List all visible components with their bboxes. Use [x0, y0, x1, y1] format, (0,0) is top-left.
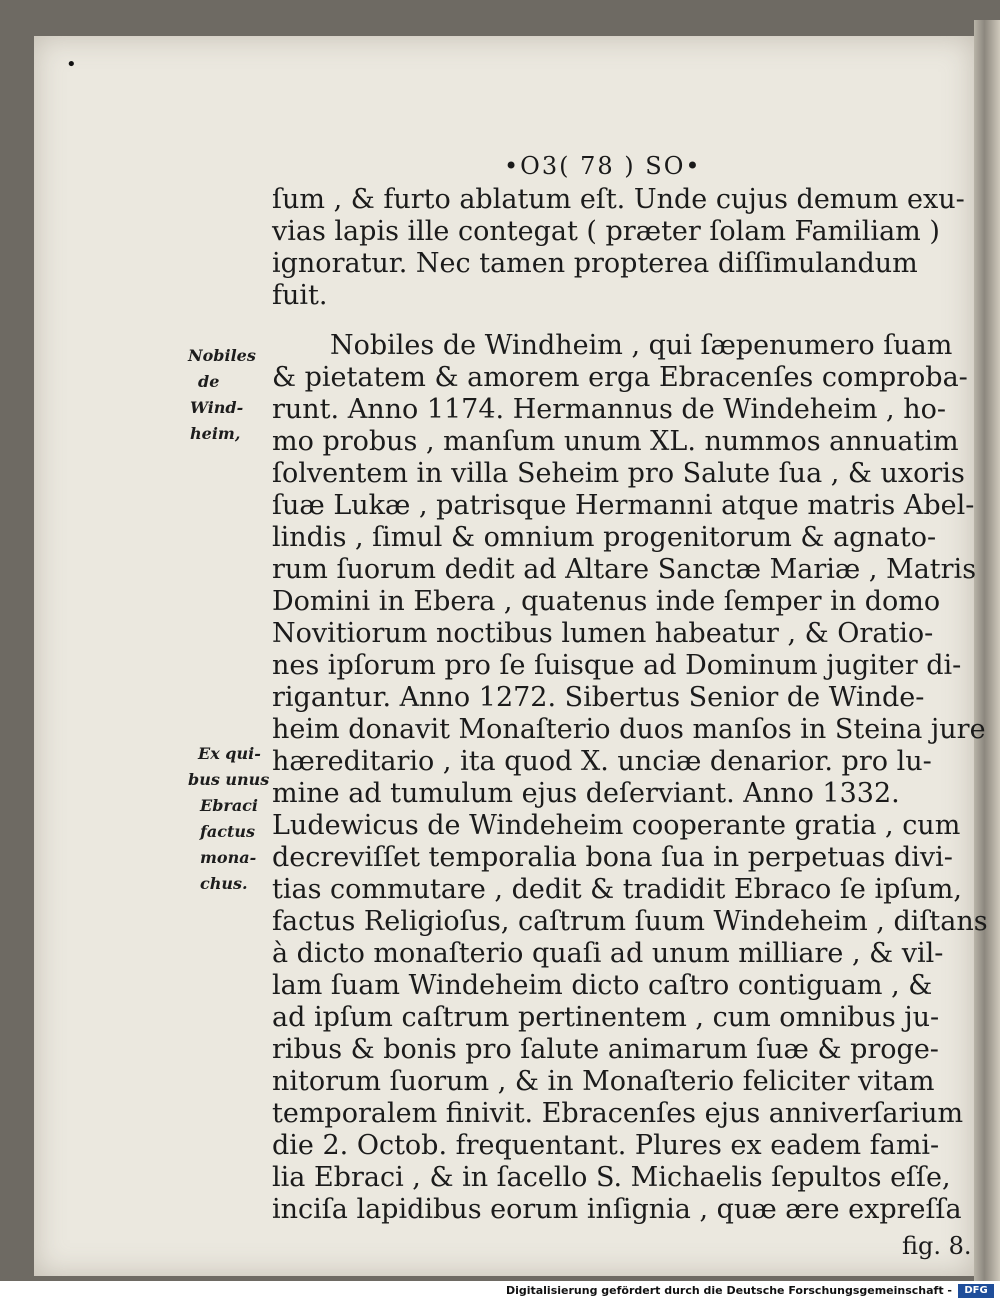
text-line: ignoratur. Nec tamen propterea diſſimulandum	[272, 248, 918, 279]
footer-bar	[0, 1281, 1000, 1301]
margin-note-line: mona-	[200, 848, 257, 867]
text-line: fuit.	[272, 280, 328, 311]
text-line: tias commutare , dedit & tradidit Ebraco ſe ipſum,	[272, 874, 962, 905]
text-line: nitorum ſuorum , & in Monaſterio feliciter vitam	[272, 1066, 935, 1097]
text-line: ſolventem in villa Seheim pro Salute ſua , & uxoris	[272, 458, 965, 489]
margin-note-line: Wind-	[190, 398, 244, 417]
margin-note-line: bus unus	[188, 770, 270, 789]
text-line: ad ipſum caſtrum pertinentem , cum omnibus ju-	[272, 1002, 940, 1033]
margin-note-line: Ex qui-	[198, 744, 261, 763]
text-line: à dicto monaſterio quaſi ad unum milliare , & vil-	[272, 938, 944, 969]
text-line: heim donavit Monaſterio duos manſos in Steina jure	[272, 714, 986, 745]
text-line: nes ipſorum pro ſe ſuisque ad Dominum jugiter di-	[272, 650, 962, 681]
funding-notice: Digitalisierung gefördert durch die Deutsche Forschungsgemeinschaft -	[505, 1284, 952, 1297]
text-line: factus Religioſus, caſtrum ſuum Windeheim , diſtans	[272, 906, 988, 937]
text-line: Domini in Ebera , quatenus inde ſemper in domo	[272, 586, 941, 617]
text-line: lindis , ſimul & omnium progenitorum & agnato-	[272, 522, 937, 553]
text-line: & pietatem & amorem erga Ebracenſes comproba-	[272, 362, 968, 393]
margin-note-line: Ebraci	[200, 796, 258, 815]
text-line: Ludewicus de Windeheim cooperante gratia , cum	[272, 810, 961, 841]
text-line: Novitiorum noctibus lumen habeatur , & Oratio-	[272, 618, 934, 649]
text-line: lam ſuam Windeheim dicto caſtro contiguam , &	[272, 970, 933, 1001]
text-line: lia Ebraci , & in ſacello S. Michaelis ſepultos eſſe,	[272, 1162, 951, 1193]
page-edge	[974, 20, 1000, 1281]
text-line: mo probus , manſum unum XL. nummos annuatim	[272, 426, 959, 457]
catchword: fig. 8.	[902, 1232, 972, 1260]
text-line: decreviſſet temporalia bona ſua in perpetuas divi-	[272, 842, 953, 873]
text-line: rigantur. Anno 1272. Sibertus Senior de Winde-	[272, 682, 925, 713]
text-line: rum ſuorum dedit ad Altare Sanctæ Mariæ , Matris	[272, 554, 977, 585]
text-line: ribus & bonis pro ſalute animarum ſuæ & proge-	[272, 1034, 939, 1065]
text-line: hæreditario , ita quod X. unciæ denarior. pro lu-	[272, 746, 932, 777]
dfg-logo: DFG	[958, 1284, 994, 1298]
text-line: temporalem finivit. Ebracenſes ejus anniverſarium	[272, 1098, 964, 1129]
text-line: ſum , & furto ablatum eſt. Unde cujus demum exu-	[272, 184, 965, 215]
margin-note-line: factus	[200, 822, 256, 841]
margin-note-line: heim,	[190, 424, 241, 443]
margin-note-line: chus.	[200, 874, 248, 893]
text-line: inciſa lapidibus eorum inſignia , quæ ære expreſſa	[272, 1194, 962, 1225]
text-line: Nobiles de Windheim , qui ſæpenumero ſuam	[330, 330, 953, 361]
body-text	[272, 36, 988, 1276]
text-line: mine ad tumulum ejus deſerviant. Anno 1332.	[272, 778, 900, 809]
page-header: •O3( 78 ) SO•	[504, 152, 702, 180]
text-line: die 2. Octob. frequentant. Plures ex eadem fami-	[272, 1130, 940, 1161]
margin-note-line: de	[198, 372, 220, 391]
margin-note-line: Nobiles	[188, 346, 256, 365]
ink-mark: •	[66, 54, 77, 75]
text-line: runt. Anno 1174. Hermannus de Windeheim , ho-	[272, 394, 946, 425]
book-page	[34, 36, 988, 1276]
text-line: ſuæ Lukæ , patrisque Hermanni atque matris Abel-	[272, 490, 975, 521]
text-line: vias lapis ille contegat ( præter ſolam Familiam )	[272, 216, 940, 247]
